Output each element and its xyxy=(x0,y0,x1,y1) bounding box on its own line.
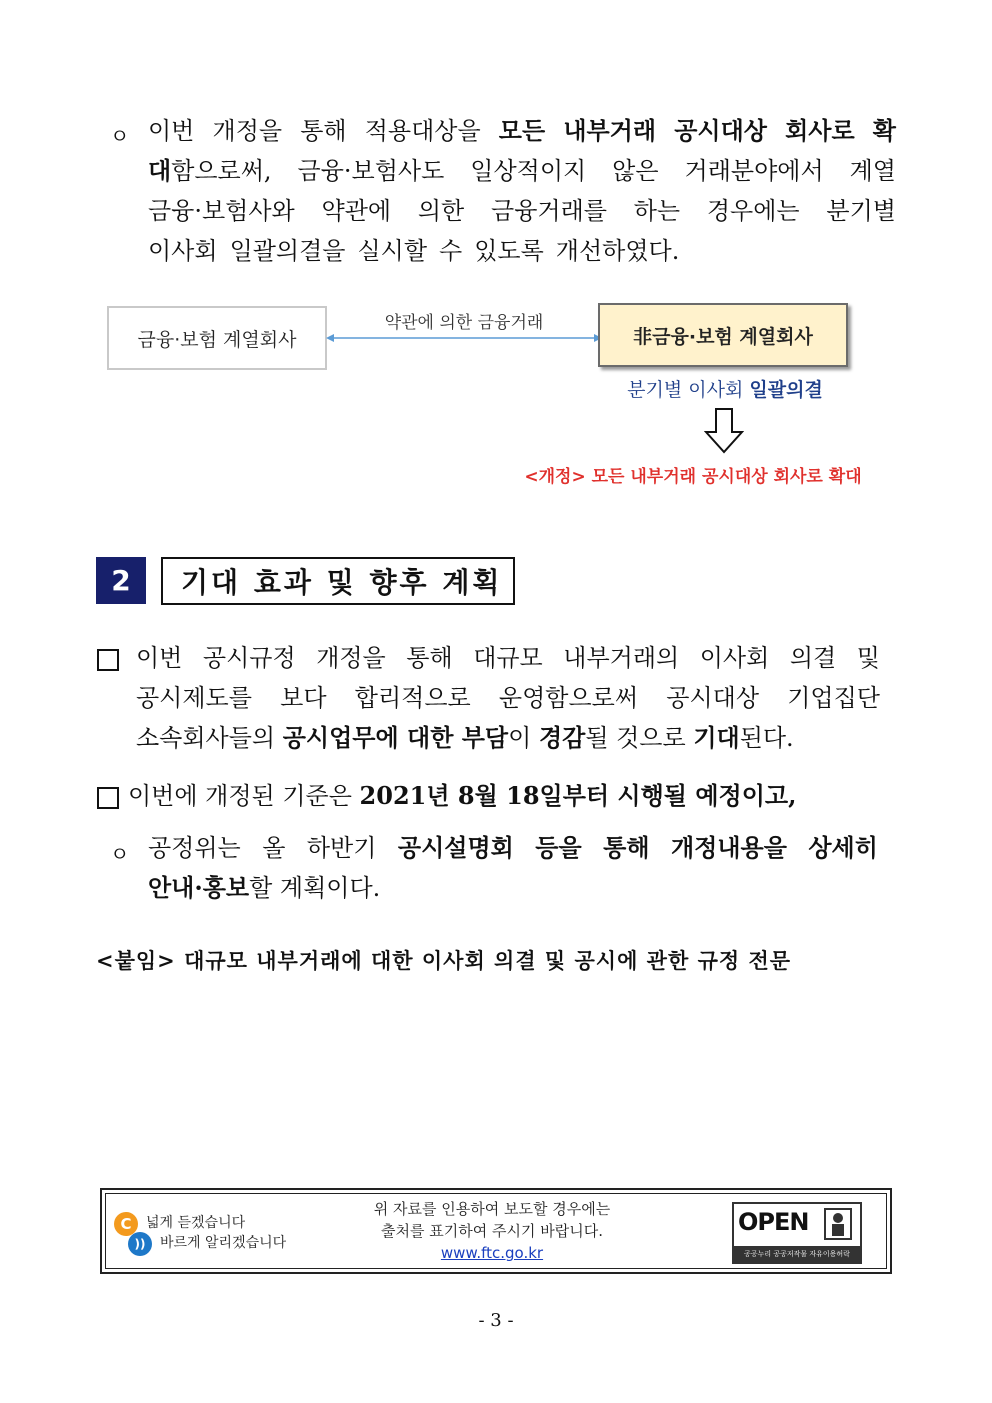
paragraph-line xyxy=(148,191,896,231)
bold-run: 경감 xyxy=(538,723,586,752)
caption-prefix: 분기별 이사회 xyxy=(627,379,750,401)
quarterly-resolution-caption xyxy=(600,375,850,402)
diagram-right-box xyxy=(598,303,848,367)
word: 않은 xyxy=(612,157,659,185)
word: 거래분야에서 xyxy=(684,157,824,185)
word: 모든 xyxy=(498,116,546,145)
effective-date-paragraph xyxy=(128,776,796,816)
open-badge-caption: 공공누리 공공저작물 자유이용허락 xyxy=(744,1250,850,1258)
footer-box xyxy=(100,1188,892,1274)
diagram xyxy=(0,290,992,500)
text-segment xyxy=(136,718,794,758)
word: 수 xyxy=(439,237,463,265)
word: 하반기 xyxy=(306,834,377,862)
word: 금융거래를 xyxy=(491,197,607,225)
word: 의결 xyxy=(789,644,837,672)
section-title-text: 기대 효과 및 향후 계획 xyxy=(181,566,503,599)
word: 운영함으로써 xyxy=(498,684,639,712)
ftc-logo-icon: C )) xyxy=(114,1212,154,1256)
section-title xyxy=(161,557,515,605)
text-run: 할 계획이다. xyxy=(249,874,381,902)
word: 개선하였다. xyxy=(555,237,680,265)
checkbox-bullet xyxy=(97,649,119,671)
down-arrow-icon xyxy=(704,408,744,454)
word: 공시설명회 xyxy=(397,833,514,862)
word: 이번 xyxy=(148,117,195,145)
paragraph-line xyxy=(148,868,878,908)
paragraph-line xyxy=(148,151,896,191)
word: 공시대상 xyxy=(666,684,760,712)
bold-run: 공시업무에 대한 부담 xyxy=(282,723,509,752)
notice-line: 위 자료를 인용하여 보도할 경우에는 xyxy=(373,1200,611,1218)
word: 공시대상 xyxy=(674,116,767,145)
word: 계열 xyxy=(849,157,896,185)
word: 보다 xyxy=(280,684,327,712)
paragraph-line xyxy=(148,828,878,868)
text-run: 이번에 개정된 기준은 xyxy=(128,782,360,810)
word: 약관에 xyxy=(321,197,392,225)
word: 이번 xyxy=(136,644,183,672)
word: 공정위는 xyxy=(148,834,241,862)
open-badge-label: OPEN xyxy=(738,1208,809,1236)
word: 이사회 xyxy=(699,644,770,672)
word: 등을 xyxy=(535,833,582,862)
paragraph-line xyxy=(136,638,880,678)
word: 대함으로써, xyxy=(148,156,272,185)
word: 개정을 xyxy=(316,644,386,672)
word: 일상적이지 xyxy=(470,157,587,185)
word: 금융·보험사와 xyxy=(148,197,295,225)
word: 회사로 xyxy=(785,116,855,145)
revision-note: <개정> 모든 내부거래 공시대상 회사로 확대 xyxy=(524,467,862,487)
double-arrow-icon xyxy=(326,330,602,346)
notice-line: 출처를 표기하여 주시기 바랍니다. xyxy=(381,1222,603,1240)
bold-run: 기대 xyxy=(693,723,740,752)
word: 이사회 xyxy=(148,237,218,265)
word: 하는 xyxy=(633,197,681,225)
text-run: 된다. xyxy=(739,724,794,752)
citation-notice xyxy=(302,1198,682,1264)
effective-date-bold: 2021년 8월 18일부터 시행될 예정이고, xyxy=(359,781,797,810)
word: 적용대상을 xyxy=(364,117,481,145)
paragraph-line xyxy=(136,678,880,718)
word: 통해 xyxy=(300,117,347,145)
bullet-paragraph-scope xyxy=(148,111,896,271)
text-run: 이 xyxy=(508,724,539,752)
word: 합리적으로 xyxy=(354,684,471,712)
section-number: 2 xyxy=(96,557,146,604)
expected-effect-paragraph xyxy=(136,638,880,758)
word: 금융·보험사도 xyxy=(297,157,445,185)
briefing-paragraph xyxy=(148,828,878,908)
checkbox-bullet xyxy=(97,787,119,809)
open-badge-caption-bar xyxy=(734,1246,860,1262)
caption-bold: 일괄의결 xyxy=(749,379,823,401)
word: 실시할 xyxy=(357,237,428,265)
text-run: 소속회사들의 xyxy=(136,724,283,752)
word: 및 xyxy=(856,644,880,672)
open-license-badge xyxy=(732,1202,862,1264)
word: 통해 xyxy=(406,644,453,672)
word: 개정을 xyxy=(212,117,283,145)
text-run: 될 것으로 xyxy=(585,724,694,752)
slogan-listen: 넓게 듣겠습니다 xyxy=(146,1215,246,1231)
bold-run: 안내·홍보 xyxy=(148,873,250,902)
diagram-left-box xyxy=(107,306,327,370)
word: 분기별 xyxy=(826,197,896,225)
word: 개정내용을 xyxy=(670,833,787,862)
word: 공시제도를 xyxy=(136,684,252,712)
word: 내부거래의 xyxy=(563,644,680,672)
word: 올 xyxy=(262,834,286,862)
slogan-inform: 바르게 알리겠습니다 xyxy=(160,1235,287,1251)
word: 공시규정 xyxy=(202,644,296,672)
paragraph-line xyxy=(136,718,880,758)
word: 있도록 xyxy=(474,237,544,265)
word: 내부거래 xyxy=(563,116,657,145)
bullet-marker: ㅇ xyxy=(110,124,130,148)
word: 확 xyxy=(872,116,896,145)
word: 일괄의결을 xyxy=(229,237,346,265)
attachment-line: <붙임> 대규모 내부거래에 대한 이사회 의결 및 공시에 관한 규정 전문 xyxy=(96,948,792,973)
paragraph-line xyxy=(148,231,896,271)
left-box-label: 금융·보험 계열회사 xyxy=(137,328,297,351)
bullet-marker: ㅇ xyxy=(110,842,130,866)
right-box-label: 非금융·보험 계열회사 xyxy=(633,325,813,348)
word: 대규모 xyxy=(473,644,543,672)
arrow-label: 약관에 의한 금융거래 xyxy=(384,313,544,333)
paragraph-line xyxy=(148,111,896,151)
word: 상세히 xyxy=(808,833,878,862)
word: 경우에는 xyxy=(706,197,800,225)
page-number: - 3 - xyxy=(478,1310,514,1331)
word: 의한 xyxy=(417,197,465,225)
word: 기업집단 xyxy=(787,684,880,712)
person-icon xyxy=(824,1208,852,1240)
ftc-website-link[interactable]: www.ftc.go.kr xyxy=(440,1244,544,1262)
word: 통해 xyxy=(603,833,650,862)
